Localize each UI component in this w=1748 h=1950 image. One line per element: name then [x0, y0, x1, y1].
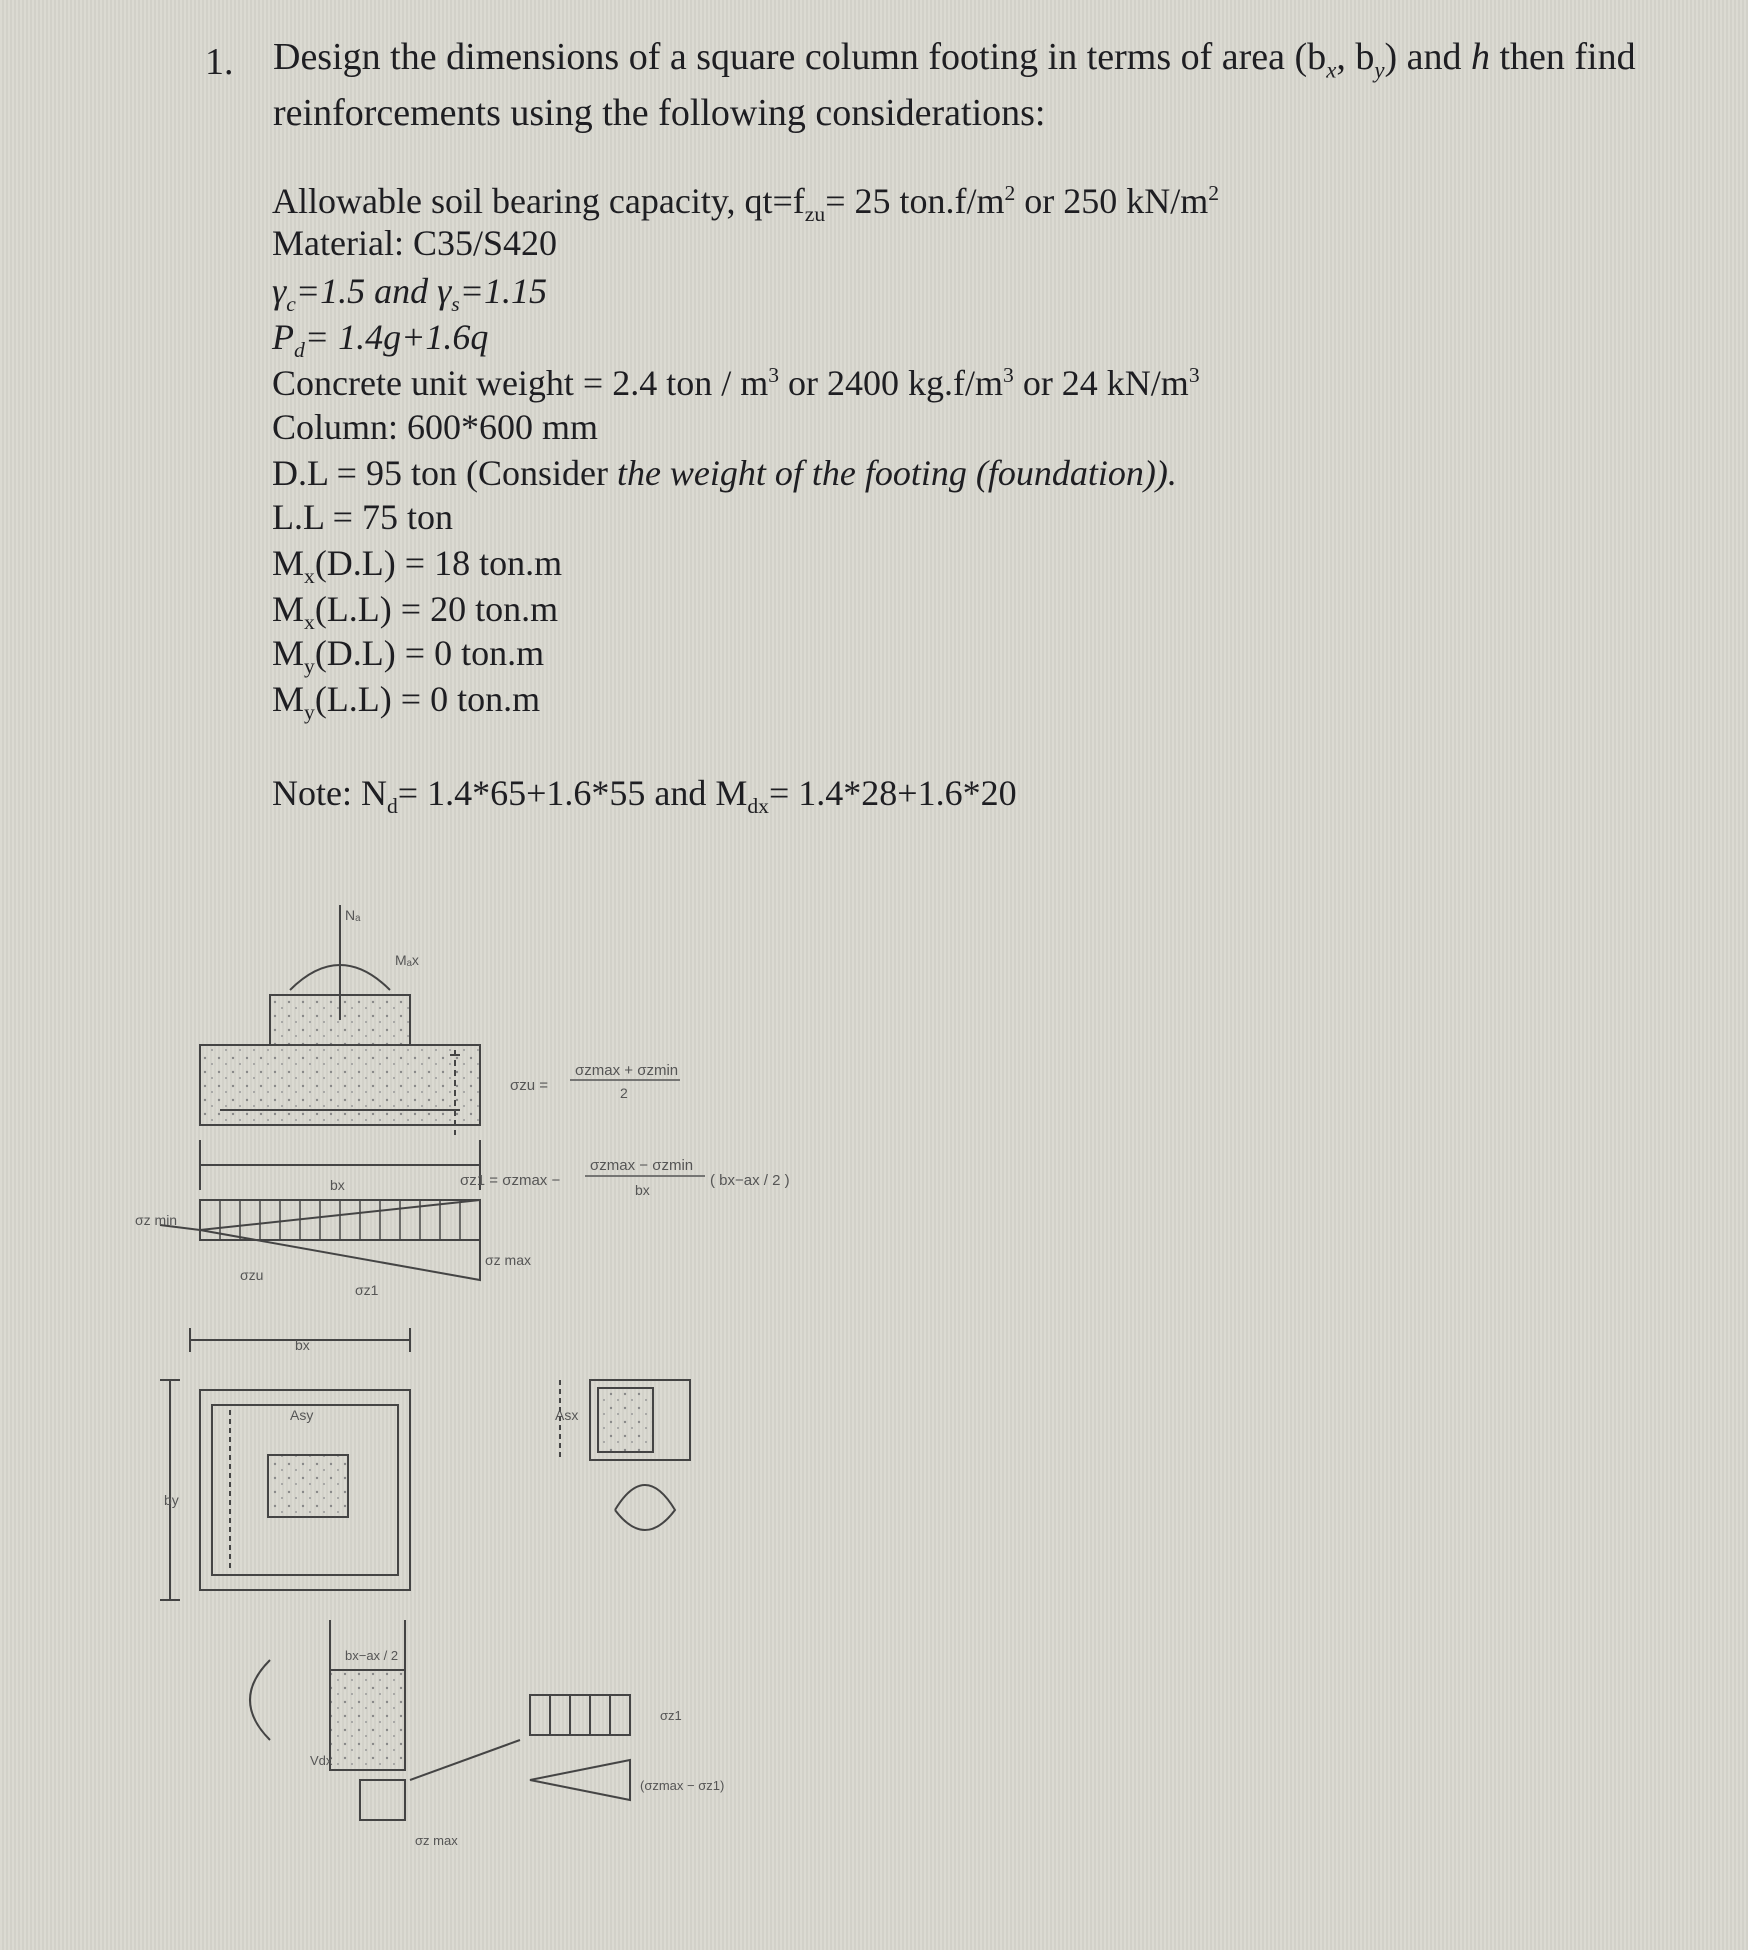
column-stub	[270, 995, 410, 1045]
svg-text:( bx−ax / 2 ): ( bx−ax / 2 )	[710, 1172, 790, 1189]
note: Note: $N_d= 1.4*65+1.6*55$ and $M_{dx}= 1.4*28+1.6*20$	[272, 773, 1017, 819]
footing-diagram	[135, 900, 980, 1860]
asy-label: Asy	[290, 1407, 314, 1423]
problem-statement	[205, 36, 1705, 134]
mx-live-load: $M_x(L.L) = 20$ ton.m	[272, 589, 559, 635]
design-load-formula: $P_d= 1.4g+1.6q$	[272, 317, 489, 363]
svg-text:σz1 = σzmax −: σz1 = σzmax −	[460, 1172, 561, 1189]
my-dead-load: $M_y(D.L) = 0$ ton.m	[272, 633, 545, 679]
bx-label-section: bx	[330, 1177, 345, 1193]
column-size: Column: 600*600 mm	[272, 407, 599, 447]
nd-label: Nₐ	[345, 907, 361, 923]
question-text	[273, 36, 1705, 134]
live-load: L.L = 75 ton	[272, 497, 453, 537]
sigma-z1-lower-label: σz1	[660, 1708, 682, 1723]
sigma-z1-label: σz1	[355, 1282, 379, 1298]
question-number: 1.	[205, 41, 234, 83]
footing-section	[200, 1045, 480, 1125]
question-line-1: Design the dimensions of a square column footing in terms of area ($b_x$, $b_y$) and h then find	[273, 36, 1636, 83]
svg-text:σzu =: σzu =	[510, 1077, 549, 1094]
bx-label-plan: bx	[295, 1337, 310, 1353]
svg-text:σzmax − σzmin: σzmax − σzmin	[590, 1157, 694, 1174]
svg-text:σzmax + σzmin: σzmax + σzmin	[575, 1062, 679, 1079]
svg-text:bx: bx	[635, 1182, 650, 1198]
pressure-triangle-lower	[530, 1760, 630, 1800]
cantilever-moment	[250, 1660, 270, 1740]
sigma-min-label: σz min	[135, 1212, 178, 1228]
question-line-2: reinforcements using the following considerations:	[273, 91, 1046, 134]
side-detail	[560, 1380, 690, 1530]
pressure-block-lower	[530, 1695, 630, 1735]
concrete-unit-weight: Concrete unit weight = 2.4 ton / $m^3$ or 2400 $kg.f/m^3$ or 24 $kN/m^3$	[272, 363, 1200, 403]
my-live-load: $M_y(L.L) = 0$ ton.m	[272, 679, 541, 725]
dead-load: D.L = 95 ton (Consider the weight of the footing (foundation)).	[272, 453, 1177, 493]
overhang-label: bx−ax / 2	[345, 1648, 399, 1663]
formula-zu	[510, 1062, 680, 1101]
sigma-max-label: σz max	[485, 1252, 531, 1268]
asx-label: Asx	[555, 1407, 579, 1423]
cantilever-section	[330, 1670, 405, 1770]
plan-view	[160, 1328, 410, 1600]
diff-label: (σzmax − σz1)	[640, 1778, 725, 1793]
mx-dead-load: $M_x(D.L) = 18$ ton.m	[272, 543, 563, 589]
material: Material: C35/S420	[272, 223, 557, 263]
vdx-label: Vdx	[310, 1753, 333, 1768]
formula-z1	[460, 1157, 790, 1198]
lower-detail	[250, 1620, 630, 1820]
section-view	[160, 905, 480, 1280]
soil-capacity: Allowable soil bearing capacity, $qt=f_{zu}= 25$ $ton.f/m^2$ or 250 $kN/m^2$	[272, 181, 1220, 227]
sigma-max-lower-label: σz max	[415, 1833, 458, 1848]
sigma-zu-label: σzu	[240, 1267, 264, 1283]
by-label-plan: by	[164, 1492, 179, 1508]
mdx-label: Mₐx	[395, 952, 419, 968]
svg-text:2: 2	[620, 1085, 628, 1101]
safety-factors: $\gamma_c=1.5$ and $\gamma_s=1.15$	[272, 271, 547, 317]
column-plan	[268, 1455, 348, 1517]
detail-moment	[615, 1485, 675, 1530]
